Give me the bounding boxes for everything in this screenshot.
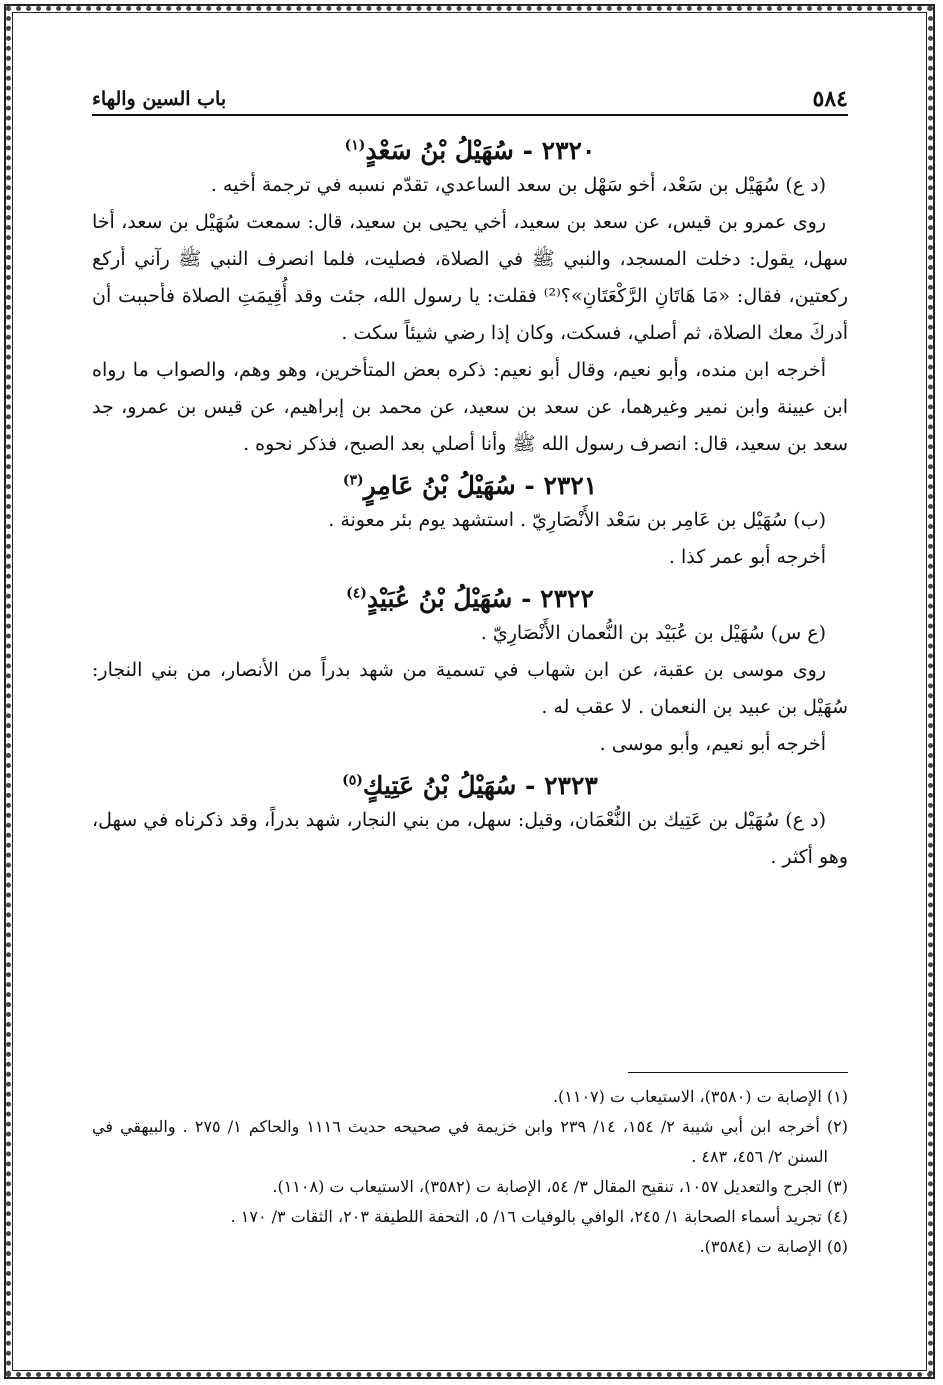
paragraph: (د ع) سُهَيْل بن عَتِيك بن النُّعْمَان، وقيل: سهل، من بني النجار، شهد بدراً، وقد ذكرناه في سهل، وهو أكثر . [92,809,848,868]
footnote: (٢) أخرجه ابن أبي شيبة ٢/ ١٥٤، ١٤/ ٢٣٩ وابن خزيمة في صحيحه حديث ١١١٦ والحاكم ١/ ٢٧٥ . والبيهقي في السنن ٢/ ٤٥٦، ٤٨٣ . [92,1117,848,1166]
paragraph: روى موسى بن عقبة، عن ابن شهاب في تسمية من شهد بدراً من الأنصار، من بني النجار: سُهَيْل بن عبيد بن النعمان . لا عقب له . [92,659,848,718]
paragraph: أخرجه ابن منده، وأبو نعيم، وقال أبو نعيم: ذكره بعض المتأخرين، وهو وهم، والصواب ما رواه ابن عيينة وابن نمير وغيرهما، عن سعد بن سعيد، عن محمد بن إبراهيم، عن قيس بن عمرو، جد سعد بن سعيد، قال: انصرف رسول الله ﷺ وأنا أصلي بعد الصبح، فذكر نحوه . [92,359,848,455]
entry-2320 [92,136,848,463]
paragraph: (د ع) سُهَيْل بن سَعْد، أخو سَهْل بن سعد الساعدي، تقدّم نسبه في ترجمة أخيه . [210,174,826,196]
entry-title: ٢٣٢٢ - سُهَيْلُ بْنُ عُبَيْدٍ$^{(٤)}$ [346,584,594,613]
footnote-ref: (١) [344,137,366,154]
paragraph: أخرجه أبو عمر كذا . [668,546,826,568]
entry-title: ٢٣٢٠ - سُهَيْلُ بْنُ سَعْدٍ$^{(١)}$ [344,136,596,165]
entry-title: ٢٣٢١ - سُهَيْلُ بْنُ عَامِرٍ$^{(٣)}$ [342,471,598,500]
footnote-ref: (٥) [342,772,363,789]
entry-title: ٢٣٢٣ - سُهَيْلُ بْنُ عَتِيكٍ$^{(٥)}$ [342,771,598,800]
paragraph: أخرجه أبو نعيم، وأبو موسى . [599,733,826,755]
footnote: (٣) الجرح والتعديل ١٠٥٧، تنقيح المقال ٣/ ٥٤، الإصابة ت (٣٥٨٢)، الاستيعاب ت (١١٠٨). [272,1177,848,1196]
footnotes [92,1082,848,1262]
footnote: (١) الإصابة ت (٣٥٨٠)، الاستيعاب ت (١١٠٧). [552,1087,848,1106]
entry-2323 [92,771,848,876]
chapter-title: باب السين والهاء [92,88,227,110]
footnote: (٤) تجريد أسماء الصحابة ١/ ٢٤٥، الوافي بالوفيات ١٦/ ٥، التحفة اللطيفة ٢٠٣، الثقات ٣/ ١٧٠ . [230,1207,848,1226]
running-header [92,86,848,116]
paragraph: (ع س) سُهَيْل بن عُبَيْد بن النُّعمان الأَنْصَارِيّ . [480,622,826,644]
paragraph: (ب) سُهَيْل بن عَامِر بن سَعْد الأَنْصَارِيّ . استشهد يوم بئر معونة . [328,509,826,531]
footnote-ref: (٣) [342,472,364,489]
paragraph: روى عمرو بن قيس، عن سعد بن سعيد، أخي يحيى بن سعيد، قال: سمعت سُهَيْل بن سعد، أخا سهل، يقول: دخلت المسجد، والنبي ﷺ في الصلاة، فصليت، فلما انصرف النبي ﷺ رآني أركع ركعتين، فقال: «مَا هَاتَانِ الرَّكْعَتَانِ»؟⁽²⁾ فقلت: يا رسول الله، جئت وقد أُقِيمَتِ الصلاة فأحببت أن أدركَ معك الصلاة، ثم أصلي، فسكت، وكان إذا رضي شيئاً سكت . [92,211,849,344]
footnote: (٥) الإصابة ت (٣٥٨٤). [699,1237,848,1256]
entry-2321 [92,471,848,576]
entry-2322 [92,584,848,763]
page-number: ٥٨٤ [812,86,848,112]
header-rule [92,114,848,116]
footnote-rule [628,1072,848,1073]
footnote-ref: (٤) [346,585,367,602]
main-text [92,128,848,876]
